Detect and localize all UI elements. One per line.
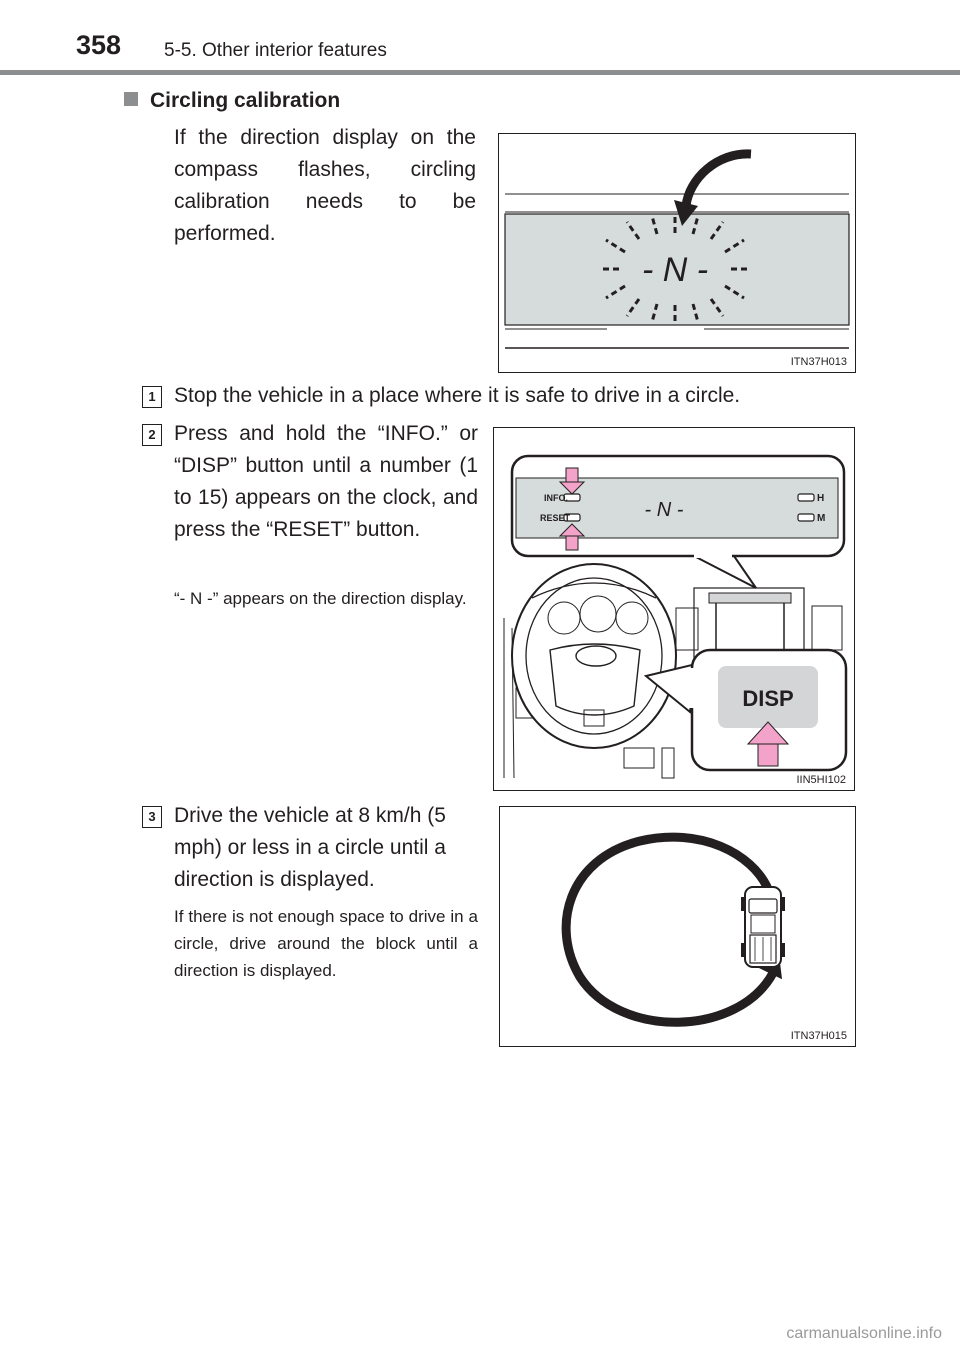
compass-flash-illustration: [499, 134, 855, 372]
step-note: “- N -” appears on the direction display.: [174, 589, 467, 608]
page-number: 358: [76, 30, 122, 60]
step-note: If there is not enough space to drive in a circle, drive around the block until a direction is displayed.: [174, 907, 478, 980]
figure-compass-flashing: [498, 133, 856, 373]
reset-button-label: RESET: [540, 513, 571, 523]
m-button-label: M: [817, 513, 826, 524]
figure-circle-drive: [499, 806, 856, 1047]
step-number: 1: [142, 386, 162, 408]
compass-display-text: - N -: [644, 499, 684, 521]
step-number: 3: [142, 806, 162, 828]
step-text: Press and hold the “INFO.” or “DISP” button until a number (1 to 15) appears on the clock, and press the “RESET” button.: [174, 422, 478, 541]
compass-display-text: - N -: [641, 251, 709, 289]
intro-text: If the direction display on the compass flashes, circling calibration needs to be performed.: [174, 126, 476, 245]
square-bullet-icon: [124, 92, 138, 106]
figure-code: ITN37H015: [790, 1030, 847, 1042]
heading: [124, 89, 340, 113]
h-button-label: H: [817, 493, 825, 504]
heading-text: Circling calibration: [150, 89, 341, 112]
header-rule: [0, 70, 960, 75]
step-number: 2: [142, 424, 162, 446]
section-title: 5-5. Other interior features: [164, 40, 387, 61]
disp-button-label: DISP: [742, 686, 794, 711]
circle-drive-illustration: [500, 807, 855, 1046]
figure-code: ITN37H013: [790, 356, 847, 368]
vehicle-icon: [741, 887, 785, 967]
info-button-label: INFO.: [544, 493, 568, 503]
figure-code: IIN5HI102: [796, 774, 846, 786]
figure-dashboard-buttons: [493, 427, 855, 791]
watermark: carmanualsonline.info: [786, 1325, 942, 1342]
dashboard-illustration: [494, 428, 854, 790]
step-text: Stop the vehicle in a place where it is safe to drive in a circle.: [174, 384, 741, 407]
step-text: Drive the vehicle at 8 km/h (5 mph) or less in a circle until a direction is displayed.: [174, 804, 446, 891]
